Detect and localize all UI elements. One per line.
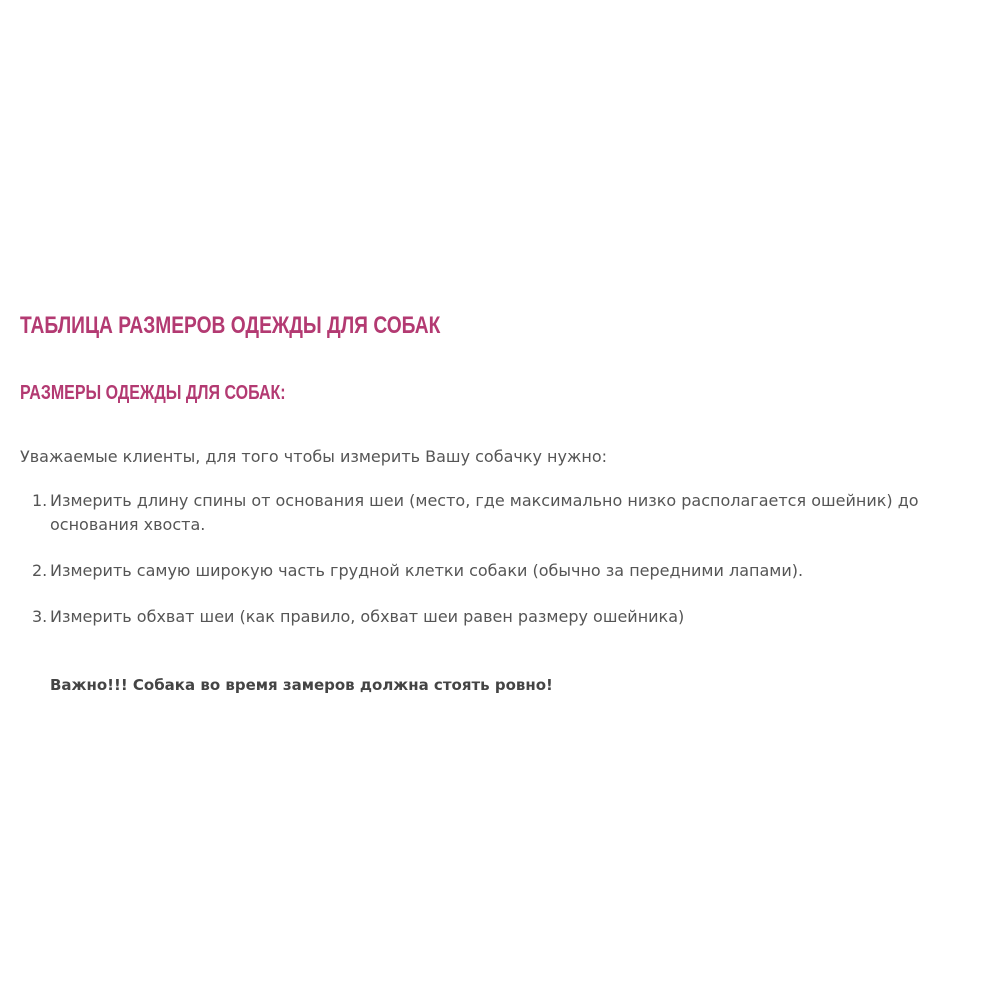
step-text: Измерить длину спины от основания шеи (место, где максимально низко располагается ошейник) до основания хвоста. [50, 491, 919, 534]
measurement-steps-list [32, 489, 982, 651]
step-number: 3. [32, 607, 48, 626]
section-subtitle: РАЗМЕРЫ ОДЕЖДЫ ДЛЯ СОБАК: [20, 382, 286, 404]
step-number: 1. [32, 491, 48, 510]
step-text: Измерить обхват шеи (как правило, обхват шеи равен размеру ошейника) [50, 607, 685, 626]
intro-text: Уважаемые клиенты, для того чтобы измерить Вашу собачку нужно: [20, 447, 608, 466]
list-item [32, 559, 982, 583]
important-note: Важно!!! Собака во время замеров должна стоять ровно! [50, 676, 553, 694]
step-text: Измерить самую широкую часть грудной клетки собаки (обычно за передними лапами). [50, 561, 804, 580]
list-item [32, 605, 982, 629]
page-title: ТАБЛИЦА РАЗМЕРОВ ОДЕЖДЫ ДЛЯ СОБАК [20, 312, 441, 339]
list-item [32, 489, 982, 537]
step-number: 2. [32, 561, 48, 580]
